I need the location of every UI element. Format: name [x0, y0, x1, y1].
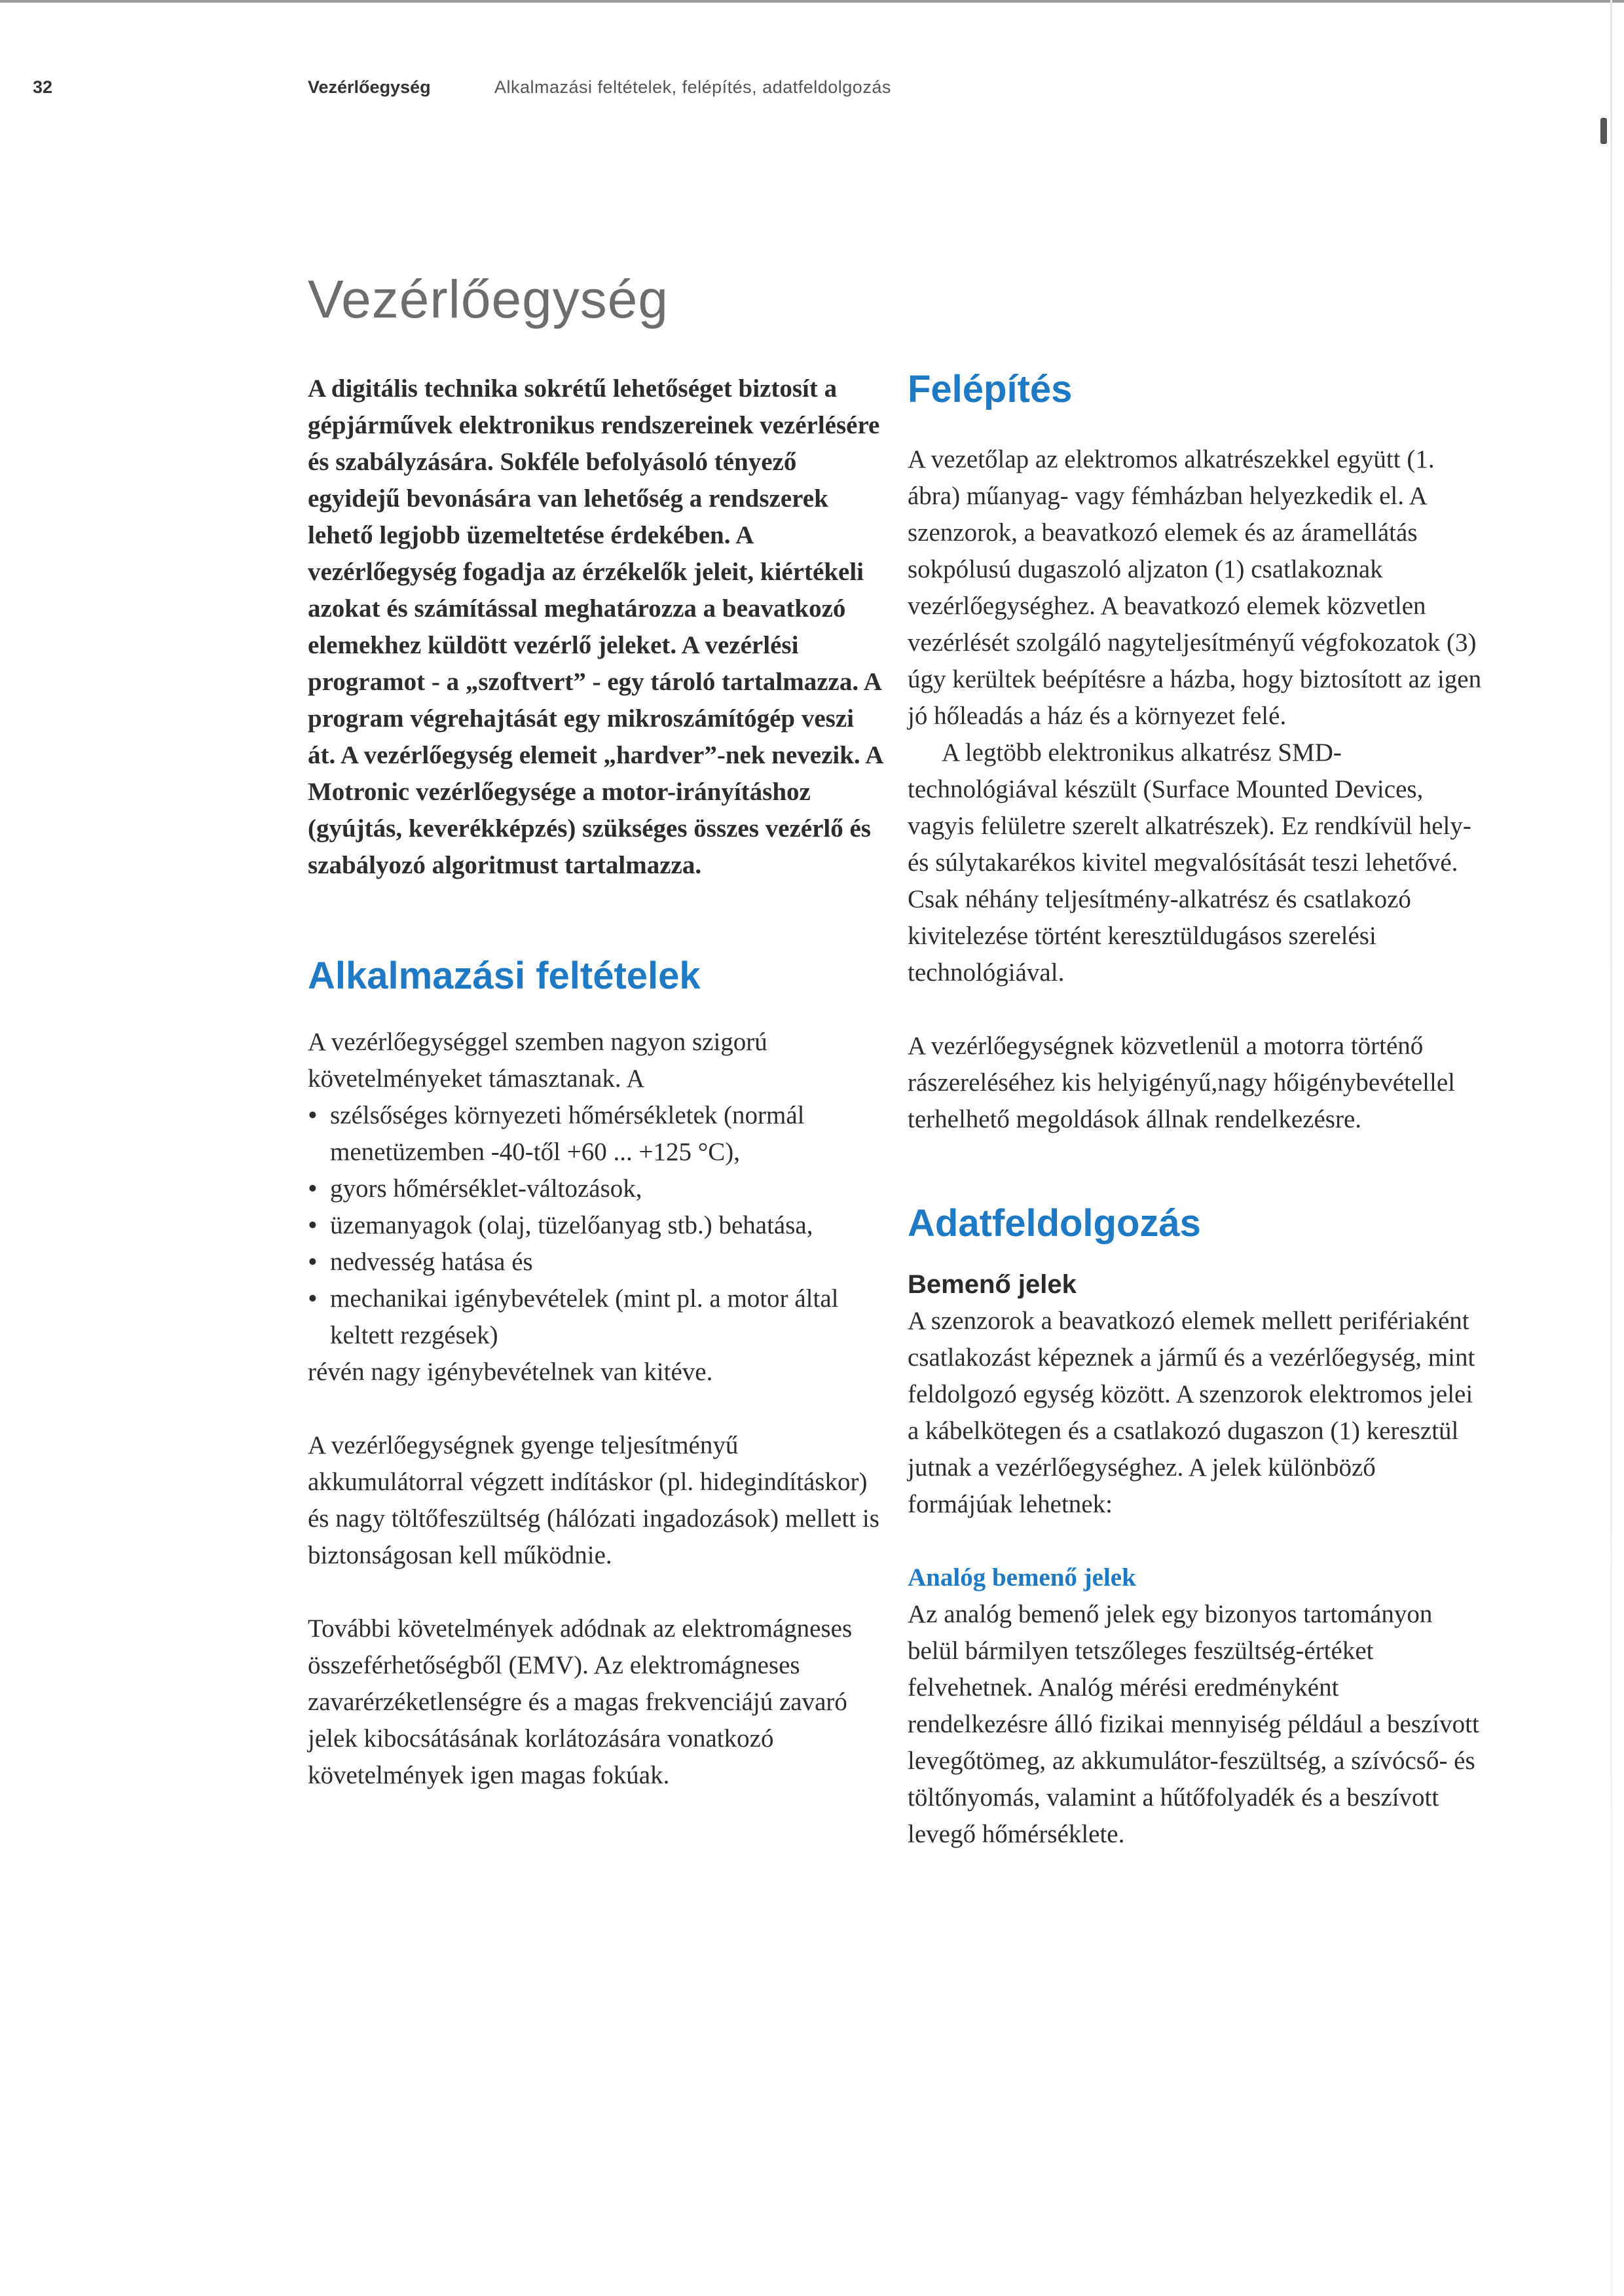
page-number: 32 — [33, 77, 53, 97]
heading-adatfeldolgozas: Adatfeldolgozás — [908, 1202, 1201, 1245]
list-item: • szélsőséges környezeti hőmérsékletek (normál menetüzemben -40-től +60 ... +125 °C), — [308, 1097, 884, 1171]
after-bullets-text: révén nagy igénybevételnek van kitéve. — [308, 1358, 713, 1386]
list-item: • nedvesség hatása és — [308, 1244, 884, 1281]
right-column — [908, 368, 1484, 1853]
heading-alkalmazasi-feltetelek: Alkalmazási feltételek — [308, 955, 701, 997]
alkalmazasi-intro: A vezérlőegységgel szemben nagyon szigorú követelményeket támasztanak. A — [308, 1028, 767, 1093]
list-item: • mechanikai igénybevételek (mint pl. a motor által keltett rezgések) — [308, 1281, 884, 1354]
list-item: • üzemanyagok (olaj, tüzelőanyag stb.) behatása, — [308, 1207, 884, 1244]
list-item: • gyors hőmérséklet-változások, — [308, 1171, 884, 1207]
paragraph-startup: A vezérlőegységnek gyenge teljesítményű akkumulátorral végzett indításkor (pl. hidegindításkor) és nagy töltőfeszültség (hálózati ingadozások) mellett is biztonságosan kell működnie. — [308, 1431, 879, 1569]
heading-felepites: Felépítés — [908, 368, 1073, 410]
running-head — [33, 77, 1539, 103]
running-head-chapter: Vezérlőegység — [308, 77, 431, 97]
lead-paragraph: A digitális technika sokrétű lehetőséget biztosít a gépjárművek elektronikus rendszereinek vezérlésére és szabályzására. Sokféle befolyásoló tényező egyidejű bevonására van lehetőség a rendszerek lehető legjobb üzemeltetése érdekében. A vezérlőegység fogadja az érzékelők jeleit, kiértékeli azokat és számítással meghatározza a beavatkozó elemekhez küldött vezérlő jeleket. A vezérlési programot - a „szoftvert” - egy tároló tartalmazza. A program végrehajtását egy mikroszámítógép veszi át. A vezérlőegység elemeit „hardver”-nek nevezik. A Motronic vezérlőegysége a motor-irányításhoz (gyújtás, keverékképzés) szükséges összes vezérlő és szabályozó algoritmust tartalmazza. — [308, 374, 883, 879]
felepites-paragraph-1: A vezetőlap az elektromos alkatrészekkel együtt (1. ábra) műanyag- vagy fémházban helyezkedik el. A szenzorok, a beavatkozó elemek és az áramellátás sokpólusú dugaszoló aljzaton (1) csatlakoznak vezérlőegységhez. A beavatkozó elemek közvetlen vezérlését szolgáló nagyteljesítményű végfokozatok (3) úgy kerültek beépítésre a házba, hogy biztosított az igen jó hőleadás a ház és a környezet felé. — [908, 445, 1482, 730]
subheading-analog-bemeno-jelek: Analóg bemenő jelek — [908, 1563, 1136, 1592]
top-border-rule — [0, 0, 1624, 3]
felepites-paragraph-2: A legtöbb elektronikus alkatrész SMD-technológiával készült (Surface Mounted Devices, vagyis felületre szerelt alkatrészek). Ez rendkívül hely- és súlytakarékos kivitel megvalósítását teszi lehetővé. Csak néhány teljesítmény-alkatrész és csatlakozó kivitelezése történt keresztüldugásos szerelési technológiával. — [908, 738, 1471, 987]
page-title: Vezérlőegység — [308, 269, 669, 329]
felepites-paragraph-3: A vezérlőegységnek közvetlenül a motorra történő rászereléséhez kis helyigényű,nagy hőigénybevétellel terhelhető megoldások állnak rendelkezésre. — [908, 1032, 1455, 1133]
subheading-bemeno-jelek: Bemenő jelek — [908, 1270, 1077, 1299]
scan-margin-mark — [1600, 118, 1607, 144]
page-edge — [1610, 0, 1612, 2296]
running-head-sections: Alkalmazási feltételek, felépítés, adatfeldolgozás — [494, 77, 891, 97]
paragraph-emv: További követelmények adódnak az elektromágneses összeférhetőségből (EMV). Az elektromágneses zavarérzéketlenségre és a magas frekvenciájú zavaró jelek kibocsátásának korlátozására vonatkozó követelmények igen magas fokúak. — [308, 1614, 853, 1789]
requirements-list — [308, 1097, 884, 1354]
left-column — [308, 371, 884, 1794]
bemeno-jelek-paragraph: A szenzorok a beavatkozó elemek mellett perifériaként csatlakozást képeznek a jármű és a vezérlőegység, mint feldolgozó egység között. A szenzorok elektromos jelei a kábelkötegen és a csatlakozó dugaszon (1) keresztül jutnak a vezérlőegységhez. A jelek különböző formájúak lehetnek: — [908, 1307, 1475, 1518]
analog-jelek-paragraph: Az analóg bemenő jelek egy bizonyos tartományon belül bármilyen tetszőleges feszültség-értéket felvehetnek. Analóg mérési eredményként rendelkezésre álló fizikai mennyiség például a beszívott levegőtömeg, az akkumulátor-feszültség, a szívócső- és töltőnyomás, valamint a hűtőfolyadék és a beszívott levegő hőmérséklete. — [908, 1600, 1479, 1848]
